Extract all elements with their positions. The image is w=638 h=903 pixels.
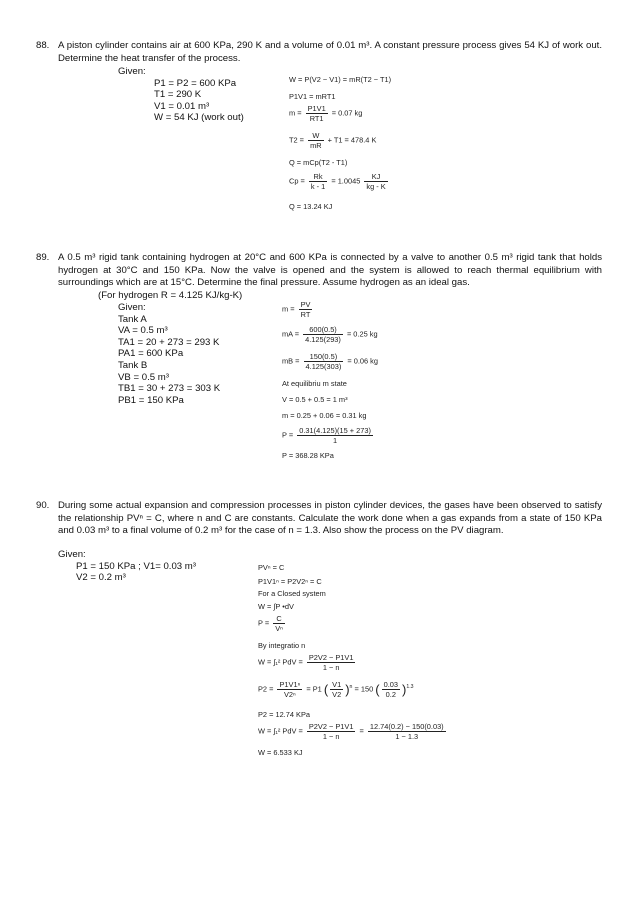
denominator: 0.2 bbox=[385, 690, 396, 699]
eq-lhs: P2 = bbox=[258, 684, 274, 694]
denominator: V2 bbox=[332, 690, 342, 699]
eq-rhs: = 0.06 kg bbox=[347, 356, 378, 366]
fraction bbox=[364, 172, 387, 191]
numerator: P1V1ⁿ bbox=[279, 680, 301, 689]
eq-total-mass: m = 0.25 + 0.06 = 0.31 kg bbox=[282, 411, 367, 420]
numerator: 12.74(0.2) − 150(0.03) bbox=[369, 722, 444, 731]
eq-mb bbox=[282, 352, 378, 371]
eq-lhs: W = ∫₁² PdV = bbox=[258, 726, 303, 736]
eq-w-final bbox=[258, 722, 448, 741]
denominator: 1 − 1.3 bbox=[395, 732, 419, 741]
given-label: Given: bbox=[118, 302, 146, 313]
paren-close: ) bbox=[402, 682, 407, 697]
given-item: PA1 = 600 KPa bbox=[118, 348, 184, 360]
fraction bbox=[303, 325, 343, 344]
eq-lhs: mB = bbox=[282, 356, 300, 366]
denominator: Vⁿ bbox=[275, 624, 283, 633]
fraction bbox=[309, 172, 327, 191]
fraction bbox=[306, 104, 328, 123]
paren-open: ( bbox=[323, 682, 329, 697]
eq-volume: V = 0.5 + 0.5 = 1 m³ bbox=[282, 395, 348, 404]
given-item: V1 = 0.01 m³ bbox=[154, 100, 210, 112]
eq-q-result: Q = 13.24 KJ bbox=[289, 202, 333, 211]
given-item: VB = 0.5 m³ bbox=[118, 371, 169, 383]
numerator: Rk bbox=[309, 172, 327, 182]
problem-88-given bbox=[118, 66, 244, 124]
eq-lhs: W = ∫₁² PdV = bbox=[258, 657, 303, 667]
problem-89-given bbox=[118, 302, 220, 406]
eq-lhs: P = bbox=[282, 430, 294, 440]
given-item: V2 = 0.2 m³ bbox=[76, 572, 126, 584]
numerator: PV bbox=[300, 300, 311, 309]
eq-rhs: + T1 = 478.4 K bbox=[327, 135, 377, 145]
given-item: PB1 = 150 KPa bbox=[118, 394, 184, 406]
eq-m-pv-rt bbox=[282, 300, 314, 319]
given-item: P1 = 150 KPa ; V1= 0.03 m³ bbox=[76, 560, 196, 572]
fraction bbox=[277, 680, 302, 699]
eq-lhs: m = bbox=[289, 108, 302, 118]
numerator: W bbox=[308, 131, 324, 141]
eq-rhs: = 0.25 kg bbox=[346, 329, 378, 339]
fraction bbox=[308, 131, 324, 150]
problem-88-number: 88. bbox=[36, 40, 50, 51]
fraction bbox=[307, 653, 356, 672]
paren-close: ) bbox=[345, 682, 350, 697]
denominator: kg - K bbox=[366, 182, 386, 191]
eq-by-integration: By integratio n bbox=[258, 641, 306, 650]
problem-88-text: A piston cylinder contains air at 600 KPa, 290 K and a volume of 0.01 m³. A constant pressure process gives 54 KJ of work out. Determine the heat transfer of the process. bbox=[58, 40, 602, 64]
eq-ma bbox=[282, 325, 378, 344]
problem-89-note: (For hydrogen R = 4.125 KJ/kg-K) bbox=[98, 290, 243, 301]
problem-89-number: 89. bbox=[36, 252, 50, 263]
numerator: P2V2 − P1V1 bbox=[308, 653, 354, 662]
exponent: n bbox=[349, 683, 353, 690]
problem-90-text: During some actual expansion and compression processes in piston cylinder devices, the gases have been observed to satisfy the relationship PVⁿ = C, where n and C are constants. Calculate the work done when a gas expands from a state of 150 KPa and 0.03 m³ to a final volume of 0.2 m³ for the case of n = 1.3. Also show the process on the PV diagram. bbox=[58, 500, 602, 537]
fraction bbox=[304, 352, 344, 371]
numerator: KJ bbox=[364, 172, 387, 182]
eq-q: Q = mCp(T2 - T1) bbox=[289, 158, 348, 167]
given-item: TB1 = 30 + 273 = 303 K bbox=[118, 383, 221, 395]
eq-pvn: PVⁿ = C bbox=[258, 563, 285, 572]
numerator: V1 bbox=[332, 680, 342, 689]
denominator: V2ⁿ bbox=[284, 690, 296, 699]
given-item: Tank B bbox=[118, 359, 148, 371]
eq-mid: = 1.0045 bbox=[331, 176, 361, 186]
eq-lhs: P = bbox=[258, 618, 270, 628]
eq-cp bbox=[289, 172, 390, 191]
numerator: 0.03 bbox=[383, 680, 398, 689]
eq-lhs: m = bbox=[282, 304, 295, 314]
numerator: 150(0.5) bbox=[304, 352, 344, 362]
eq-mass bbox=[289, 104, 362, 123]
eq-mid: = 150 bbox=[354, 684, 374, 694]
fraction bbox=[382, 680, 400, 699]
given-item: P1 = P2 = 600 KPa bbox=[154, 77, 237, 89]
denominator: 1 − n bbox=[322, 732, 340, 741]
eq-p2 bbox=[258, 680, 414, 699]
eq-w-result: W = 6.533 KJ bbox=[258, 748, 303, 757]
fraction bbox=[307, 722, 356, 741]
given-item: Tank A bbox=[118, 313, 147, 325]
given-item: TA1 = 20 + 273 = 293 K bbox=[118, 336, 220, 348]
problem-90-number: 90. bbox=[36, 500, 50, 511]
numerator: C bbox=[273, 614, 285, 624]
fraction bbox=[330, 680, 343, 699]
given-item: T1 = 290 K bbox=[154, 89, 202, 101]
problem-89-text: A 0.5 m³ rigid tank containing hydrogen at 20°C and 600 KPa is connected by a valve to another 0.5 m³ rigid tank that holds hydrogen at 30°C and 150 KPa. Now the valve is opened and the system is allowed to reach thermal equilibrium with surroundings which are at 15°C. Determine the final pressure. Assume hydrogen as an ideal gas. bbox=[58, 252, 602, 289]
denominator: 1 bbox=[333, 436, 338, 445]
given-item: W = 54 KJ (work out) bbox=[154, 112, 244, 124]
eq-w-formula bbox=[258, 653, 357, 672]
fraction bbox=[368, 722, 446, 741]
eq-p-c-vn bbox=[258, 614, 287, 633]
exponent: 1.3 bbox=[406, 683, 414, 690]
denominator: 1 − n bbox=[322, 663, 340, 672]
eq-mid: = P1 bbox=[306, 684, 322, 694]
eq-p2-result: P2 = 12.74 KPa bbox=[258, 710, 310, 719]
eq-p1v1: P1V1ⁿ = P2V2ⁿ = C bbox=[258, 577, 322, 586]
given-item: VA = 0.5 m³ bbox=[118, 325, 168, 337]
numerator: 0.31(4.125)(15 + 273) bbox=[299, 426, 371, 435]
eq-rhs: = 0.07 kg bbox=[331, 108, 363, 118]
given-label: Given: bbox=[118, 66, 146, 77]
eq-lhs: Cp = bbox=[289, 176, 305, 186]
eq-w-integral: W = ∫P •dV bbox=[258, 602, 294, 611]
fraction bbox=[299, 300, 313, 319]
eq-mid: = bbox=[359, 726, 364, 736]
eq-work: W = P(V2 − V1) = mR(T2 − T1) bbox=[289, 75, 392, 84]
eq-lhs: T2 = bbox=[289, 135, 304, 145]
eq-pressure-result: P = 368.28 KPa bbox=[282, 451, 334, 460]
denominator: 4.125(293) bbox=[305, 335, 341, 344]
paren-open: ( bbox=[375, 682, 380, 697]
eq-t2 bbox=[289, 131, 376, 150]
given-label: Given: bbox=[58, 549, 86, 560]
denominator: k - 1 bbox=[310, 182, 326, 191]
numerator: P1V1 bbox=[307, 104, 326, 113]
fraction bbox=[297, 426, 373, 445]
eq-ideal-gas: P1V1 = mRT1 bbox=[289, 92, 336, 101]
eq-equilibrium: At equilibriu m state bbox=[282, 379, 347, 388]
eq-pressure bbox=[282, 426, 375, 445]
eq-closed-system: For a Closed system bbox=[258, 589, 326, 598]
eq-lhs: mA = bbox=[282, 329, 300, 339]
fraction bbox=[273, 614, 285, 633]
denominator: 4.125(303) bbox=[305, 362, 342, 371]
problem-90-given bbox=[58, 549, 196, 584]
denominator: mR bbox=[310, 141, 322, 150]
numerator: 600(0.5) bbox=[303, 325, 343, 335]
numerator: P2V2 − P1V1 bbox=[308, 722, 354, 731]
denominator: RT bbox=[300, 310, 311, 319]
denominator: RT1 bbox=[309, 114, 324, 123]
